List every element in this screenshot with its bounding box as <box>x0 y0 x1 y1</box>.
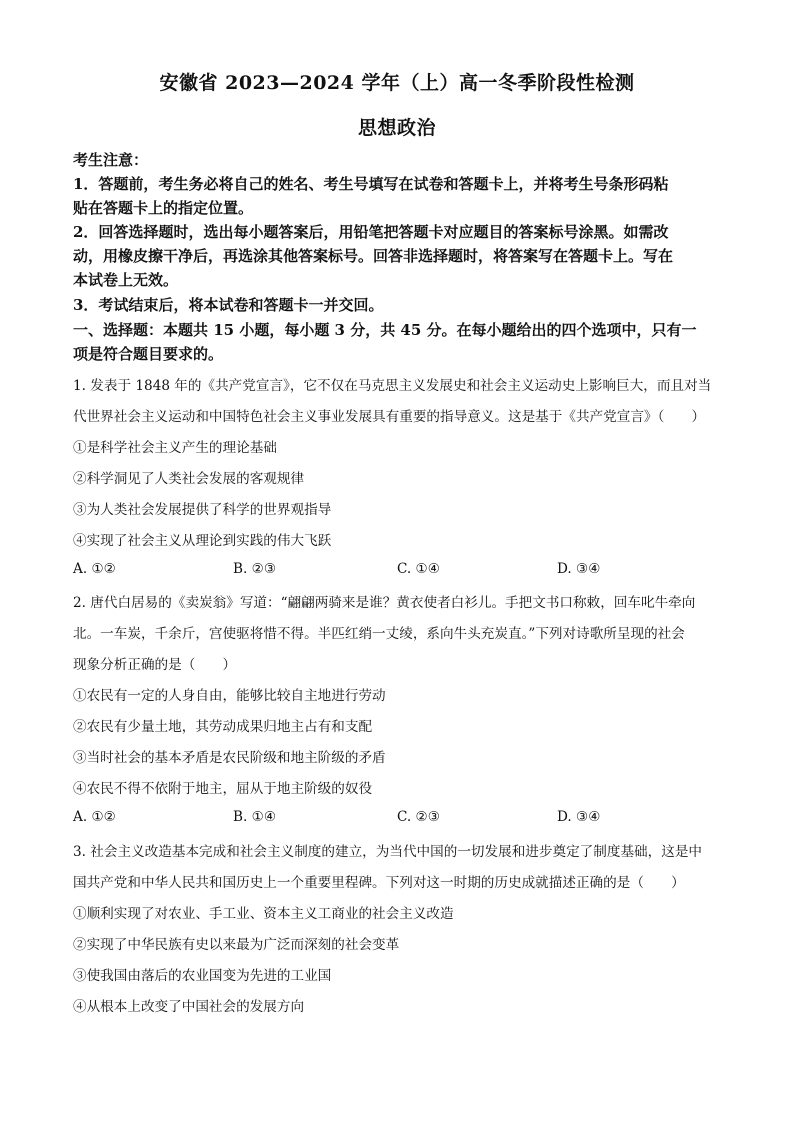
answer-option-b: B. ①④ <box>233 809 277 825</box>
answer-option-b: B. ②③ <box>233 561 277 577</box>
question-stem: 代世界社会主义运动和中国特色社会主义事业发展具有重要的指导意义。这是基于《共产党宣言》（ ） <box>73 409 706 425</box>
question-item: ④农民不得不依附于地主，屈从于地主阶级的奴役 <box>73 781 373 797</box>
question-item: ③使我国由落后的农业国变为先进的工业国 <box>73 968 332 984</box>
question-stem: 国共产党和中华人民共和国历史上一个重要里程碑。下列对这一时期的历史成就描述正确的是（ ） <box>73 875 685 891</box>
section-heading: 项是符合题目要求的。 <box>73 345 224 363</box>
notice-heading: 考生注意： <box>73 151 149 169</box>
question-item: ①农民有一定的人身自由，能够比较自主地进行劳动 <box>73 688 386 704</box>
question-item: ③当时社会的基本矛盾是农民阶级和地主阶级的矛盾 <box>73 750 386 766</box>
notice-line: 1．答题前，考生务必将自己的姓名、考生号填写在试卷和答题卡上，并将考生号条形码粘 <box>73 175 669 193</box>
exam-title: 安徽省 2023—2024 学年（上）高一冬季阶段性检测 <box>159 72 635 94</box>
question-stem: 现象分析正确的是（ ） <box>73 657 237 673</box>
question-item: ④从根本上改变了中国社会的发展方向 <box>73 999 305 1015</box>
question-stem: 北。一车炭，千余斤，宫使驱将惜不得。半匹红绡一丈绫，系向牛头充炭直。”下列对诗歌所呈现的社会 <box>73 626 685 642</box>
answer-option-c: C. ②③ <box>397 809 440 825</box>
question-stem: 2. 唐代白居易的《卖炭翁》写道：“翩翩两骑来是谁？黄衣使者白衫儿。手把文书口称敕，回车叱牛牵向 <box>73 595 696 611</box>
question-item: ①是科学社会主义产生的理论基础 <box>73 440 277 456</box>
notice-line: 贴在答题卡上的指定位置。 <box>73 199 254 217</box>
question-item: ④实现了社会主义从理论到实践的伟大飞跃 <box>73 533 332 549</box>
notice-line: 本试卷上无效。 <box>73 271 179 289</box>
question-item: ①顺利实现了对农业、手工业、资本主义工商业的社会主义改造 <box>73 906 454 922</box>
answer-option-d: D. ③④ <box>557 809 601 825</box>
question-item: ②农民有少量土地，其劳动成果归地主占有和支配 <box>73 719 373 735</box>
notice-line: 动，用橡皮擦干净后，再选涂其他答案标号。回答非选择题时，将答案写在答题卡上。写在 <box>73 247 674 265</box>
subject-title: 思想政治 <box>357 117 436 139</box>
answer-option-a: A. ①② <box>73 809 116 825</box>
question-item: ②科学洞见了人类社会发展的客观规律 <box>73 471 305 487</box>
question-item: ③为人类社会发展提供了科学的世界观指导 <box>73 502 332 518</box>
answer-option-c: C. ①④ <box>397 561 440 577</box>
question-stem: 3. 社会主义改造基本完成和社会主义制度的建立，为当代中国的一切发展和进步奠定了制度基础，这是中 <box>73 844 703 860</box>
answer-option-d: D. ③④ <box>557 561 601 577</box>
notice-line: 2．回答选择题时，选出每小题答案后，用铅笔把答题卡对应题目的答案标号涂黑。如需改 <box>73 223 669 241</box>
answer-option-a: A. ①② <box>73 561 116 577</box>
question-item: ②实现了中华民族有史以来最为广泛而深刻的社会变革 <box>73 937 400 953</box>
notice-line: 3．考试结束后，将本试卷和答题卡一并交回。 <box>73 296 384 314</box>
question-stem: 1. 发表于 1848 年的《共产党宣言》，它不仅在马克思主义发展史和社会主义运动史上影响巨大，而且对当 <box>73 378 712 394</box>
section-heading: 一、选择题：本题共 15 小题，每小题 3 分，共 45 分。在每小题给出的四个选项中，只有一 <box>73 321 697 339</box>
